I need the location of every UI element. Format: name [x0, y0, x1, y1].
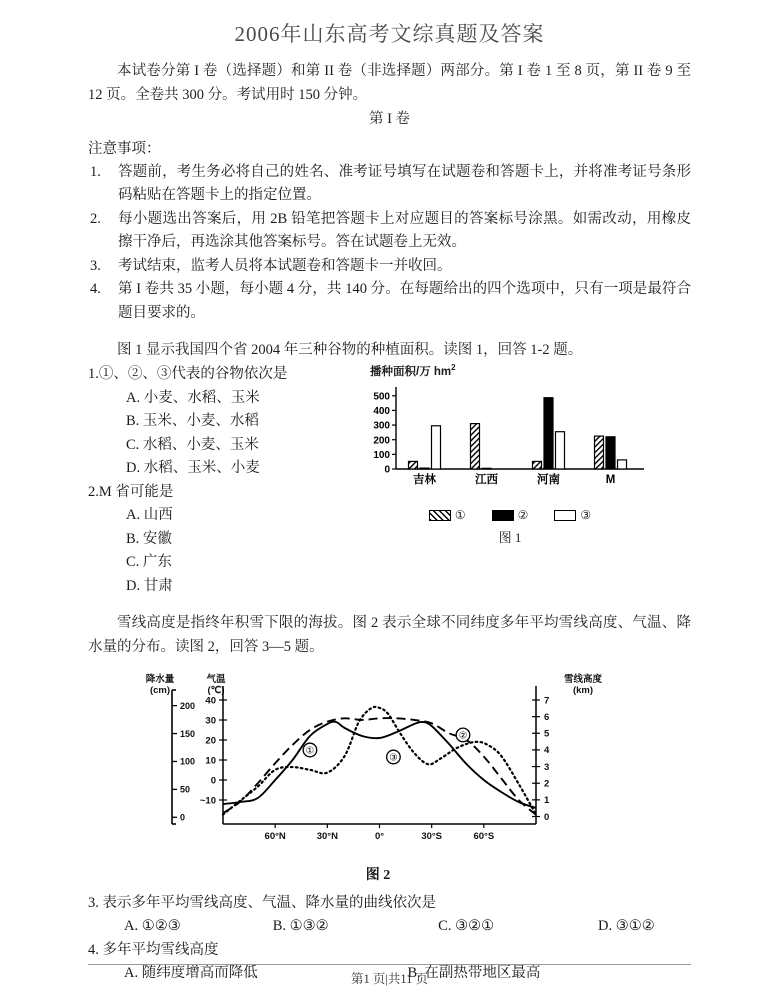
svg-text:60°S: 60°S [473, 830, 495, 842]
section-label: 第 I 卷 [368, 110, 411, 127]
figure-2-caption: 图 2 [365, 867, 391, 883]
hatched-swatch-icon [429, 510, 451, 521]
svg-text:50: 50 [180, 784, 191, 795]
question-1-intro: 图 1 显示我国四个省 2004 年三种谷物的种植面积。读图 1，回答 1-2 题。 [117, 342, 583, 359]
question-2-option-d: D. 甘肃 [126, 577, 173, 594]
svg-text:③: ③ [389, 752, 398, 764]
svg-text:M: M [605, 474, 616, 487]
svg-text:1: 1 [544, 795, 550, 807]
legend-label-2: ② [517, 508, 529, 523]
svg-text:400: 400 [373, 406, 390, 418]
svg-text:60°N: 60°N [264, 830, 286, 842]
svg-text:30°S: 30°S [421, 830, 443, 842]
question-3-stem: 3. 表示多年平均雪线高度、气温、降水量的曲线依次是 [88, 894, 436, 911]
notice-item: 每小题选出答案后，用 2B 铅笔把答题卡上对应题目的答案标号涂黑。如需改动，用橡皮擦干净后，再选涂其他答案标号。答在试题卷上无效。 [118, 210, 691, 251]
notice-list [88, 161, 691, 325]
question-1-option-d: D. 水稻、玉米、小麦 [126, 460, 260, 477]
svg-text:②: ② [458, 730, 468, 742]
question-1-option-b: B. 玉米、小麦、水稻 [126, 413, 259, 430]
svg-text:300: 300 [373, 420, 390, 432]
svg-text:10: 10 [205, 755, 216, 767]
notice-item: 第 I 卷共 35 小题，每小题 4 分，共 140 分。在每题给出的四个选项中，只有一项是最符合题目要求的。 [118, 281, 691, 321]
svg-text:吉林: 吉林 [413, 474, 437, 487]
open-swatch-icon [554, 510, 576, 521]
svg-text:200: 200 [373, 435, 390, 447]
figure-1-bar-chart [360, 381, 650, 499]
figure-2-marker-3 [387, 750, 401, 764]
svg-text:①: ① [305, 745, 315, 757]
question-3-intro: 雪线高度是指终年积雪下限的海拔。图 2 表示全球不同纬度多年平均雪线高度、气温、降水量的分布。读图 2，回答 3—5 题。 [88, 615, 691, 656]
question-1-stem: 1.①、②、③代表的谷物依次是 [88, 366, 288, 383]
legend-item-2 [492, 508, 529, 523]
svg-text:20: 20 [205, 735, 216, 747]
svg-text:雪线高度: 雪线高度 [563, 673, 603, 685]
legend-item-3 [554, 508, 591, 523]
svg-text:30: 30 [205, 715, 216, 727]
notice-item: 考试结束，监考人员将本试题卷和答题卡一并收回。 [118, 257, 452, 274]
question-3-option-c: C. ③②① [438, 918, 495, 935]
figure-1 [360, 363, 660, 546]
questions-1-2-block [88, 363, 691, 598]
svg-text:4: 4 [544, 745, 550, 757]
intro-paragraph: 本试卷分第 I 卷（选择题）和第 II 卷（非选择题）两部分。第 I 卷 1 至 8 页，第 II 卷 9 至 12 页。全卷共 300 分。考试用时 150 分钟。 [88, 63, 691, 103]
notice-heading: 注意事项： [88, 140, 161, 157]
figure-1-caption: 图 1 [498, 530, 522, 546]
figure-2-marker-1 [303, 743, 317, 757]
figure-2-line-chart [128, 672, 628, 857]
svg-text:100: 100 [373, 450, 390, 462]
svg-text:2: 2 [544, 778, 550, 790]
svg-text:降水量: 降水量 [145, 673, 175, 685]
figure-2-marker-2 [456, 728, 470, 742]
question-3-option-d: D. ③①② [598, 918, 655, 935]
legend-label-3: ③ [580, 508, 592, 523]
svg-text:500: 500 [373, 391, 390, 403]
svg-text:200: 200 [180, 700, 196, 711]
svg-text:(km): (km) [572, 684, 594, 696]
svg-text:0: 0 [180, 812, 186, 823]
svg-text:0: 0 [544, 811, 550, 823]
svg-text:5: 5 [544, 728, 550, 740]
svg-text:6: 6 [544, 711, 550, 723]
page-footer: 第1 页|共11 页 [350, 972, 429, 986]
question-2-stem: 2.M 省可能是 [88, 483, 174, 500]
svg-text:河南: 河南 [537, 474, 561, 487]
svg-text:100: 100 [180, 756, 196, 767]
page-title: 2006年山东高考文综真题及答案 [234, 22, 545, 46]
notice-item: 答题前，考生务必将自己的姓名、准考证号填写在试题卷和答题卡上，并将准考证号条形码粘贴在答题卡上的指定位置。 [118, 163, 691, 204]
svg-text:40: 40 [205, 695, 216, 707]
svg-text:江西: 江西 [475, 474, 499, 487]
svg-text:(cm): (cm) [149, 684, 171, 696]
question-3-option-a: A. ①②③ [124, 918, 181, 935]
question-2-option-a: A. 山西 [126, 507, 173, 524]
question-2-option-c: C. 广东 [126, 554, 172, 571]
svg-text:(℃): (℃) [207, 684, 225, 696]
svg-text:3: 3 [544, 761, 550, 773]
svg-text:0: 0 [210, 775, 216, 787]
legend-item-1 [429, 508, 466, 523]
question-4-option-b: B. 在副热带地区最高 [407, 965, 541, 982]
svg-text:150: 150 [180, 728, 196, 739]
figure-1-y-axis-title-text: 播种面积/万 $hm^2$ [370, 363, 456, 379]
figure-1-y-axis-title [370, 363, 660, 379]
svg-text:30°N: 30°N [316, 830, 338, 842]
svg-text:0°: 0° [374, 830, 385, 842]
question-2-option-b: B. 安徽 [126, 530, 172, 547]
question-3-options [88, 915, 691, 938]
question-3-option-b: B. ①③② [272, 918, 329, 935]
question-4-stem: 4. 多年平均雪线高度 [88, 941, 219, 958]
legend-label-1: ① [454, 508, 466, 523]
svg-text:0: 0 [384, 464, 390, 476]
svg-text:7: 7 [544, 695, 550, 707]
solid-swatch-icon [492, 510, 514, 521]
footer-divider [88, 964, 691, 965]
question-1-option-c: C. 水稻、小麦、玉米 [126, 436, 259, 453]
figure-2 [128, 672, 628, 862]
question-1-option-a: A. 小麦、水稻、玉米 [126, 389, 260, 406]
question-4-option-a: A. 随纬度增高而降低 [124, 965, 258, 982]
svg-text:~10: ~10 [199, 795, 216, 807]
figure-1-legend [360, 508, 660, 523]
questions-1-2-text [88, 363, 388, 598]
svg-text:气温: 气温 [206, 673, 226, 685]
